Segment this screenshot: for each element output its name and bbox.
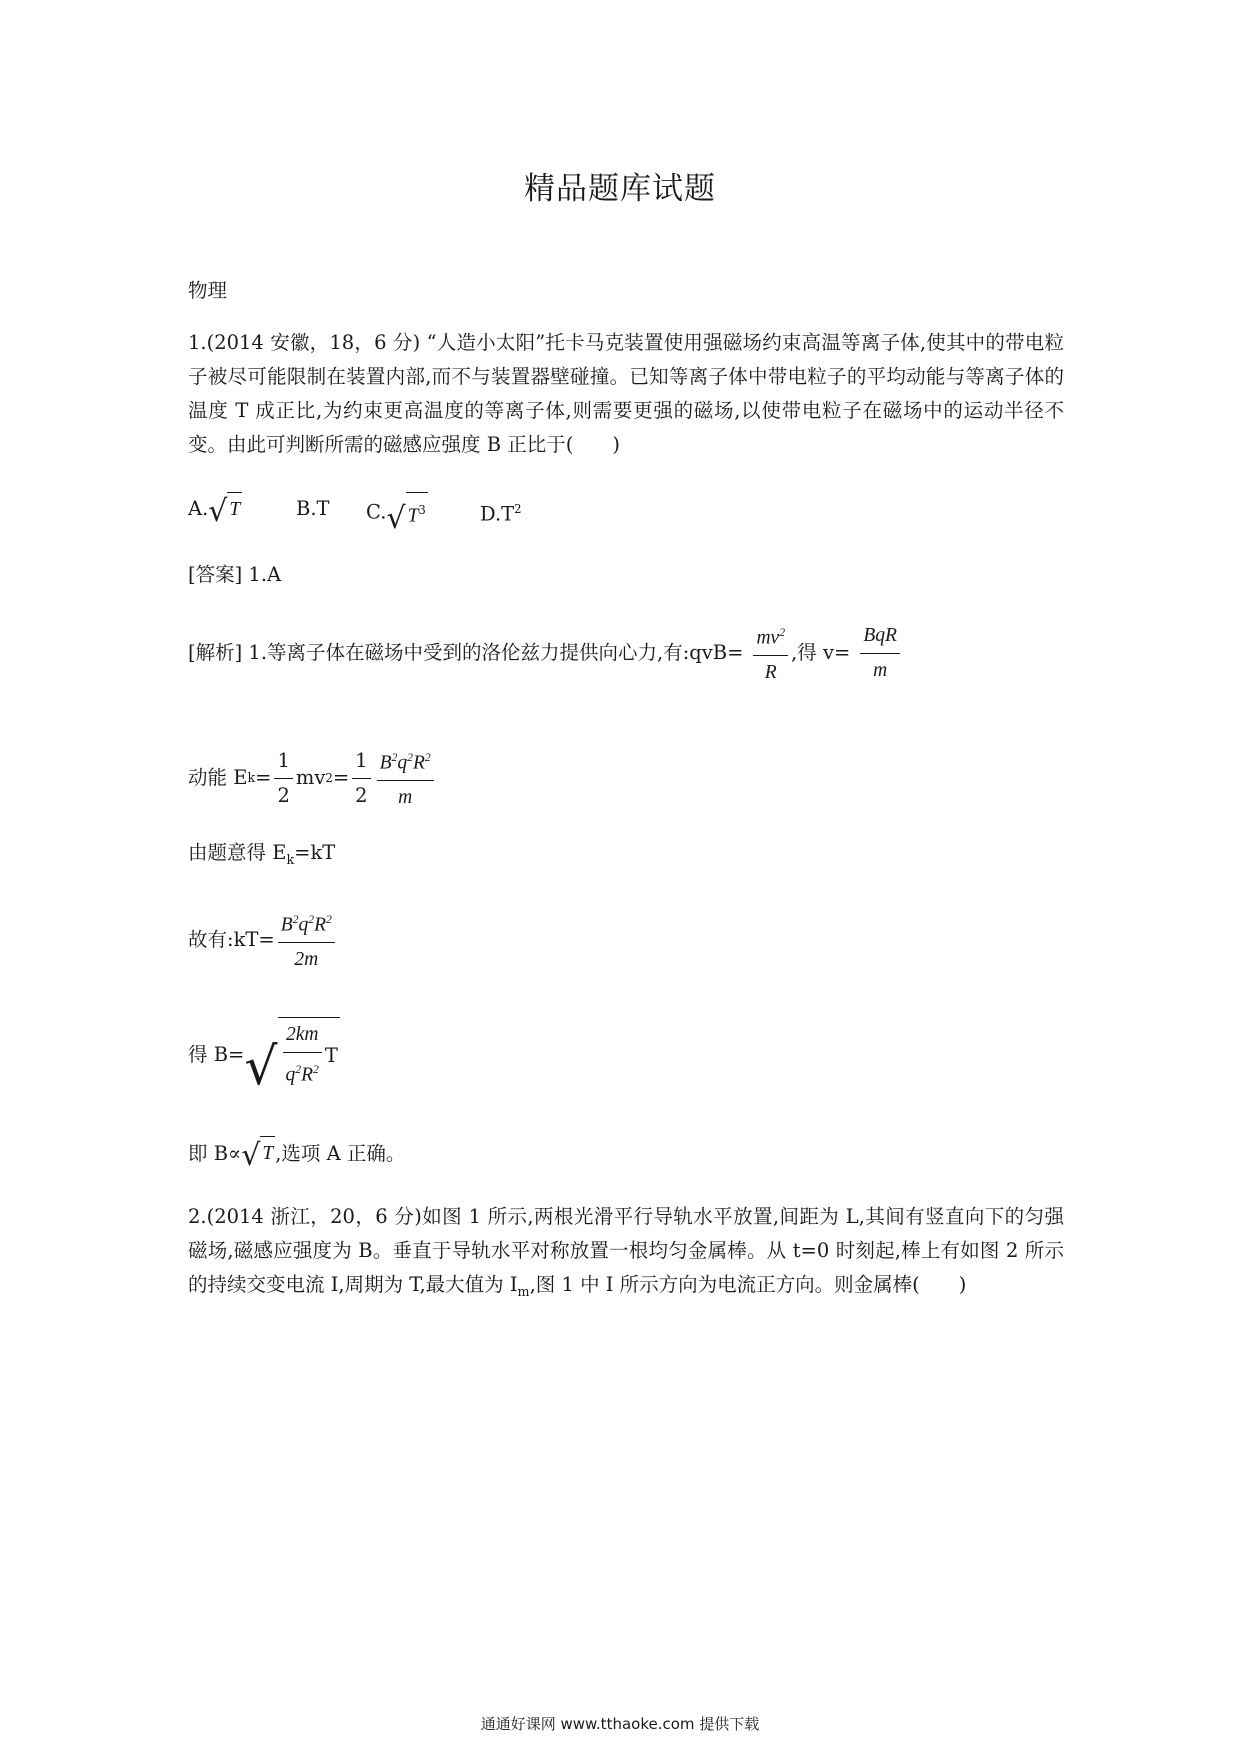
option-a-sqrt: √ T [208,494,241,529]
option-a [188,492,242,527]
fraction-b2q2r2-over-2m: $\frac{B^2q^2R^2}{2m}$ [278,903,335,978]
option-d: $D.T^2$ [480,502,522,526]
option-c-label: C. [366,500,387,524]
question-1-answer: [答案] 1.A [188,563,282,586]
option-a-label: A. [188,497,209,520]
fraction-one-half-2: $\frac{1}{2}$ [352,744,370,813]
sqrt-t: √ T [241,1138,274,1173]
analysis-line-6: 即 B∝ √ T ,选项 A 正确。 [188,1138,406,1173]
option-c [366,492,428,534]
fraction-mv2-over-r: $\frac{mv^2}{R}$ [753,616,788,691]
fraction-bqr-over-m: $\frac{\text{BqR}}{m}$ [860,619,900,688]
sqrt-2km-over-q2r2: √ $\frac{2km}{q^2R^2}$ T [244,1017,340,1093]
analysis-line-2: 动能 E k = $\frac{1}{2}$ mv 2 = $\frac{1}{2}$ $\frac{B^2q^2R^2}{m}$ [188,738,437,818]
analysis-line-3: 由题意得 $E_k=kT$ [188,841,336,867]
question-1-stem: 1.(2014 安徽，18，6 分) “人造小太阳”托卡马克装置使用强磁场约束高温等离子体,使其中的带电粒子被尽可能限制在装置内部,而不与装置器壁碰撞。已知等离子体中带电粒子的平均动能与等离子体的温度 T 成正比,为约束更高温度的等离子体,则需要更强的磁场,以使带电粒子在磁场中的运动半径不变。由此可判断所需的磁感应强度 B 正比于( ) [188,331,1064,456]
fraction-one-half: $\frac{1}{2}$ [274,744,292,813]
page-footer: 通通好课网 www.tthaoke.com 提供下载 [480,1715,760,1733]
page-title: 精品题库试题 [524,171,716,207]
option-b: B.T [296,497,330,520]
subject-label: 物理 [188,279,228,302]
fraction-b2q2r2-over-m: $\frac{B^2q^2R^2}{m}$ [377,741,434,816]
option-c-sqrt: √ $T^3$ [386,492,427,534]
analysis-line-1: [解析] 1.等离子体在磁场中受到的洛伦兹力提供向心力,有:qvB= $\frac{mv^2}{R}$ ,得 v= $\frac{\text{BqR}}{m}$ [188,618,903,688]
question-2-stem: 2.(2014 浙江，20，6 分)如图 1 所示,两根光滑平行导轨水平放置,间距为 L,其间有竖直向下的匀强磁场,磁感应强度为 B。垂直于导轨水平对称放置一根均匀金属棒。从 t=0 时刻起,棒上有如图 2 所示的持续交变电流 I,周期为 T,最大值为 $I_m$,图 1 中 I 所示方向为电流正方向。则金属棒( ) [188,1205,1064,1299]
analysis-line-4: 故有:kT= $\frac{B^2q^2R^2}{2m}$ [188,900,338,980]
analysis-line-5: 得 B= √ $\frac{2km}{q^2R^2}$ T [188,1010,340,1100]
